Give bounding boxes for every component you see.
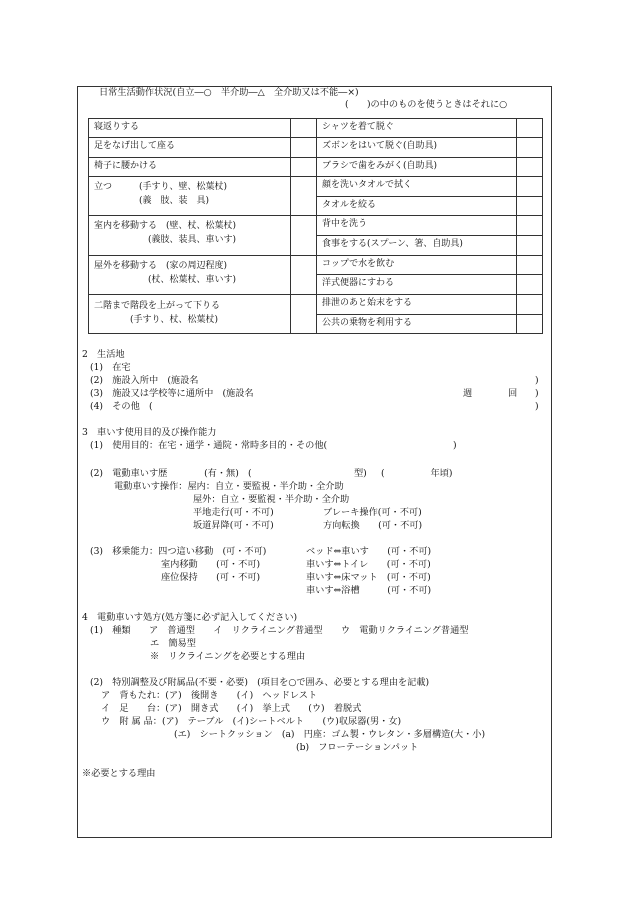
adl-item-aids: (手すり、杖、松葉杖) [94, 315, 219, 325]
adl-item: コップで水を飲む [322, 259, 395, 269]
times-label: 回 [508, 388, 518, 399]
adl-row-line [316, 235, 543, 236]
adl-row-line [316, 157, 543, 158]
week-label: 週 [463, 388, 473, 399]
adl-row-line [316, 215, 543, 216]
ewc-operation: 屋外：自立・要監視・半介助・全介助 [193, 494, 350, 505]
bracket: ) [535, 375, 539, 386]
adl-row-line [316, 255, 543, 256]
bracket: ) [535, 388, 539, 399]
bracket: ) [453, 440, 457, 451]
adl-item: 洋式便器にすわる [322, 278, 395, 288]
adl-row-line [316, 294, 543, 295]
parts-item: イ 足 台：(ア) 開き式 (イ) 挙上式 (ウ) 着脱式 [101, 703, 362, 714]
adl-item: ブラシで歯をみがく(自助具) [322, 161, 438, 171]
adl-item: 寝返りする [94, 122, 140, 132]
ewc-history: (2) 電動車いす歴 (有・無) ( [90, 468, 252, 479]
transfer-ability: 座位保持 (可・不可) [161, 572, 261, 583]
adl-item: 立つ (手すり、壁、松葉杖) [94, 182, 228, 192]
adl-item: タオルを絞る [322, 200, 377, 210]
adl-col-divider [316, 118, 317, 334]
adl-row-line [316, 196, 543, 197]
transfer-ability: 車いす⇔トイレ (可・不可) [306, 559, 431, 570]
ewc-year: ( 年頃) [381, 468, 453, 479]
transfer-ability: ベッド⇔車いす (可・不可) [306, 546, 432, 557]
reclining-reason: ※ リクライニングを必要とする理由 [150, 651, 306, 662]
section-title: 4 電動車いす処方(処方箋に必ず記入してください) [82, 612, 298, 623]
adl-row-line [88, 215, 316, 216]
usage-purpose: (1) 使用目的：在宅・通学・通院・常時多目的・その他( [90, 440, 328, 451]
parts-item: ア 背もたれ：(ア) 後開き (イ) ヘッドレスト [101, 690, 318, 701]
adl-row-line [88, 137, 316, 138]
adl-item: 公共の乗物を利用する [322, 318, 413, 328]
transfer-ability: 室内移動 (可・不可) [161, 559, 261, 570]
adl-title: 日常生活動作状況(自立―○ 半介助―△ 全介助又は不能―×) [99, 87, 359, 98]
living-option: (4) その他 ( [90, 401, 153, 412]
living-option: (3) 施設又は学校等に通所中 (施設名 [90, 388, 254, 399]
adl-item: シャツを着て脱ぐ [322, 122, 394, 132]
ewc-operation: 電動車いす操作：屋内：自立・要監視・半介助・全介助 [114, 481, 344, 492]
adl-item: 足をなげ出して座る [94, 141, 176, 151]
adl-row-line [316, 176, 543, 177]
adl-row-line [316, 314, 543, 315]
adl-item: 室内を移動する (壁、杖、松葉杖) [94, 221, 237, 231]
adl-col-divider [516, 118, 517, 334]
living-option: (2) 施設入所中 (施設名 [90, 375, 199, 386]
adl-row-line [88, 157, 316, 158]
section-title: 3 車いす使用目的及び操作能力 [82, 427, 217, 438]
section-title: 2 生活地 [82, 349, 125, 360]
adl-note: ( )の中のものを使うときはそれに○ [345, 99, 508, 110]
adl-item: ズボンをはいて脱ぐ(自助具) [322, 141, 438, 151]
reason-label: ※必要とする理由 [82, 768, 156, 779]
adl-item-aids: (義 肢、装 具) [94, 196, 210, 206]
adl-row-line [88, 294, 316, 295]
bracket: ) [535, 401, 539, 412]
parts-item: (エ) シートクッション (a) 円座：ゴム製・ウレタン・多層構造(大・小) [174, 729, 486, 740]
adl-item: 食事をする(スプーン、箸、自助具) [322, 239, 463, 249]
transfer-ability: (3) 移乗能力：四つ這い移動 (可・不可) [90, 546, 267, 557]
adl-item: 背中を洗う [322, 219, 368, 229]
adl-item-aids: (義肢、装具、車いす) [94, 235, 237, 245]
adl-row-line [316, 137, 543, 138]
adl-item: 二階まで階段を上がって下りる [94, 301, 221, 311]
adl-item: 排泄のあと始末をする [322, 298, 413, 308]
adl-col-divider [290, 118, 291, 334]
wheelchair-type: エ 簡易型 [150, 638, 196, 649]
parts-heading: (2) 特別調整及び附属品(不要・必要) (項目を○で囲み、必要とする理由を記載) [90, 677, 430, 688]
adl-row-line [316, 274, 543, 275]
ewc-operation: 平地走行(可・不可) [193, 507, 274, 518]
adl-item: 屋外を移動する (家の周辺程度) [94, 261, 228, 271]
adl-item: 椅子に腰かける [94, 161, 158, 171]
parts-item: (b) フローテーションパット [296, 742, 419, 753]
transfer-ability: 車いす⇔床マット (可・不可) [306, 572, 431, 583]
adl-row-line [88, 176, 316, 177]
ewc-type: 型) [354, 468, 367, 479]
ewc-operation: 方向転換 (可・不可) [323, 520, 423, 531]
adl-item: 顔を洗いタオルで拭く [322, 180, 413, 190]
ewc-operation: ブレーキ操作(可・不可) [323, 507, 422, 518]
adl-item-aids: (杖、松葉杖、車いす) [94, 275, 237, 285]
living-option: (1) 在宅 [90, 362, 131, 373]
ewc-operation: 坂道昇降(可・不可) [193, 520, 274, 531]
parts-item: ウ 附 属 品：(ア) テーブル (イ)シートベルト (ウ)収尿器(男・女) [101, 716, 402, 727]
wheelchair-type: (1) 種類 ア 普通型 イ リクライニング普通型 ウ 電動リクライニング普通型 [90, 625, 469, 636]
transfer-ability: 車いす⇔浴槽 (可・不可) [306, 585, 432, 596]
adl-row-line [88, 255, 316, 256]
